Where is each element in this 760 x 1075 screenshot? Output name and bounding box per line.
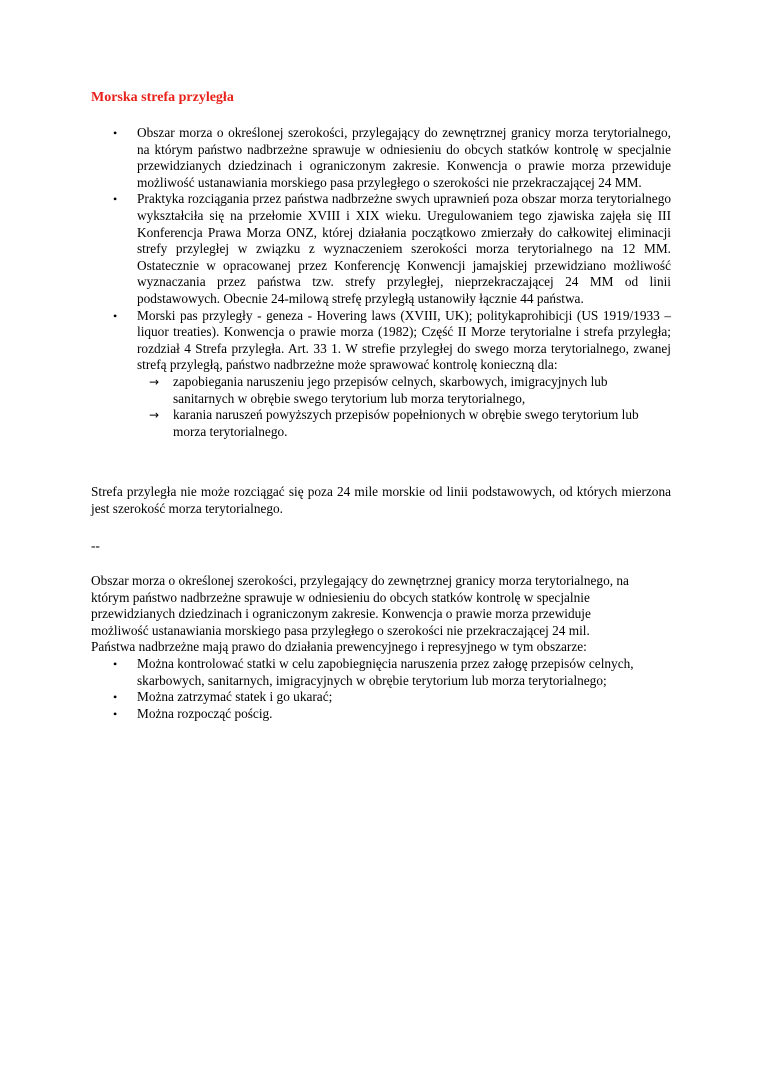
sub-list — [137, 374, 671, 440]
list-item — [91, 191, 671, 307]
main-bullet-list — [91, 125, 671, 440]
closing-paragraph: Strefa przyległa nie może rozciągać się poza 24 mile morskie od linii podstawowych, od których mierzona jest szerokość morza terytorialnego. — [91, 484, 671, 516]
summary-line: którym państwo nadbrzeżne sprawuje w odniesieniu do obcych statków kontrolę w specjalnie — [91, 589, 590, 605]
list-item — [91, 656, 671, 689]
list-item-text: Praktyka rozciągania przez państwa nadbrzeżne swych uprawnień poza obszar morza terytorialnego wykształciła się na przełomie XVIII i XIX wieku. Uregulowaniem tego zjawiska zajęła się III Konferencja Prawa Morza ONZ, której działania początkowo zmierzały do całkowitej eliminacji strefy przyległej w związku z wyznaczeniem szerokości morza terytorialnego na 12 MM. Ostatecznie w opracowanej przez Konferencję Konwencji jamajskiej przewidziano możliwość wyznaczania przez państwa tzw. strefy przyległej, nieprzekraczającej 24 MM od linii podstawowych. Obecnie 24-milową strefę przyległą ustanowiły łącznie 44 państwa. — [137, 191, 671, 306]
list-item — [91, 706, 671, 723]
list-item-text: Obszar morza o określonej szerokości, przylegający do zewnętrznej granicy morza terytorialnego, na którym państwo nadbrzeżne sprawuje w odniesieniu do obcych statków kontrolę w specjalnie przewidzianych dziedzinach i ograniczonym zakresie. Konwencja o prawie morza przewiduje możliwość ustanawiania morskiego pasa przyległego o szerokości nie przekraczającej 24 MM. — [137, 125, 671, 190]
sub-list-item-text: karania naruszeń powyższych przepisów popełnionych w obrębie swego terytorium lub morza terytorialnego. — [173, 407, 639, 439]
document-title: Morska strefa przyległa — [91, 90, 234, 105]
bullet-icon: • — [113, 706, 118, 721]
list-item-text: Można kontrolować statki w celu zapobiegnięcia naruszenia przez załogę przepisów celnych, skarbowych, sanitarnych, imigracyjnych w obrębie terytorium lub morza terytorialnego; — [137, 656, 634, 688]
list-item — [91, 689, 671, 706]
list-item — [91, 125, 671, 191]
summary-line: przewidzianych dziedzinach i ograniczonym zakresie. Konwencja o prawie morza przewiduje — [91, 606, 591, 622]
summary-line: możliwość ustanawiania morskiego pasa przyległego o szerokości nie przekraczającej 24 mil. — [91, 622, 590, 638]
separator: -- — [91, 538, 100, 553]
sub-list-item — [137, 374, 671, 407]
bullet-icon: • — [113, 308, 118, 323]
list-item-text: Można zatrzymać statek i go ukarać; — [137, 689, 333, 705]
list-item-text: Można rozpocząć pościg. — [137, 705, 273, 721]
summary-line: Obszar morza o określonej szerokości, przylegający do zewnętrznej granicy morza terytorialnego, na — [91, 573, 629, 588]
rights-bullet-list — [91, 656, 671, 722]
bullet-icon: • — [113, 192, 118, 207]
summary-line: Państwa nadbrzeżne mają prawo do działania prewencyjnego i represyjnego w tym obszarze: — [91, 639, 587, 655]
summary-paragraph — [91, 573, 671, 656]
bullet-icon: • — [113, 690, 118, 705]
bullet-icon: • — [113, 657, 118, 671]
list-item — [91, 308, 671, 441]
list-item-text: Morski pas przyległy - geneza - Hovering laws (XVIII, UK); politykaprohibicji (US 1919/1933 – liquor treaties). Konwencja o prawie morza (1982); Część II Morze terytorialne i strefa przyległa; rozdział 4 Strefa przyległa. Art. 33 1. W strefie przyległej do swego morza terytorialnego, zwanej strefą przyległą, państwo nadbrzeżne może sprawować kontrolę konieczną dla: — [137, 307, 671, 373]
sub-list-item-text: zapobiegania naruszeniu jego przepisów celnych, skarbowych, imigracyjnych lub sanitarnych w obrębie swego terytorium lub morza terytorialnego, — [173, 373, 608, 406]
bullet-icon: • — [113, 126, 118, 140]
sub-list-item — [137, 407, 671, 440]
arrow-right-icon: → — [149, 374, 160, 389]
arrow-right-icon: → — [149, 408, 160, 423]
